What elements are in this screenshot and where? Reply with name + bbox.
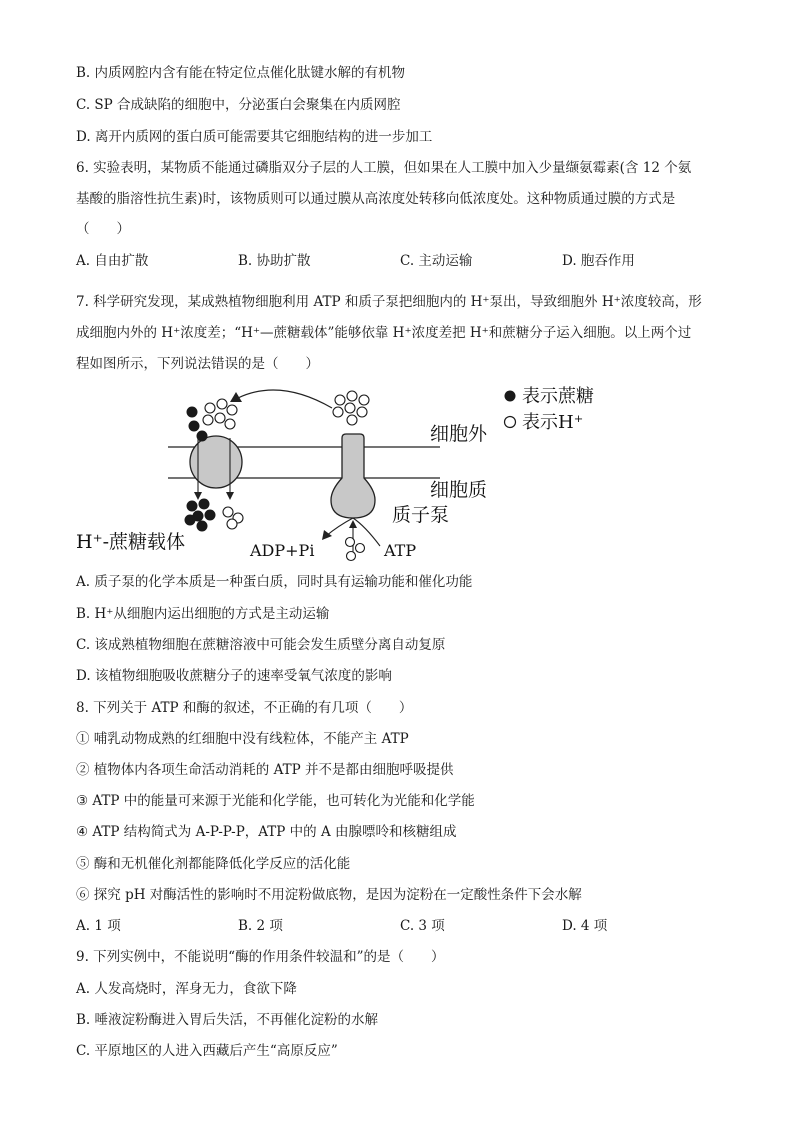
- hydrogen-ion: [333, 407, 343, 417]
- q9-option-c: C. 平原地区的人进入西藏后产生“高原反应”: [76, 1043, 338, 1059]
- q8-statement-4: ④ ATP 结构简式为 A-P-P-P，ATP 中的 A 由腺嘌呤和核糖组成: [76, 824, 457, 840]
- q8-statement-2: ② 植物体内各项生命活动消耗的 ATP 并不是都由细胞呼吸提供: [76, 762, 454, 778]
- legend-h-icon: [505, 417, 516, 428]
- arrow-head: [226, 492, 234, 500]
- adp-label: ADP+Pi: [250, 541, 315, 560]
- atp-label: ATP: [384, 541, 417, 560]
- q6-option-c: C. 主动运输: [400, 253, 473, 269]
- q8-statement-6: ⑥ 探究 pH 对酶活性的影响时不用淀粉做底物，是因为淀粉在一定酸性条件下会水解: [76, 887, 582, 903]
- q5-option-c: C. SP 合成缺陷的细胞中，分泌蛋白会聚集在内质网腔: [76, 97, 401, 113]
- legend-sucrose-label: 表示蔗糖: [522, 386, 594, 407]
- legend-h-label: 表示H⁺: [522, 412, 584, 433]
- atp-arrow: [353, 518, 380, 546]
- q6-stem-line-1: 6. 实验表明，某物质不能通过磷脂双分子层的人工膜，但如果在人工膜中加入少量缬氨霉素(含 12 个氨: [76, 160, 692, 176]
- hydrogen-ion: [227, 519, 237, 529]
- q8-stem: 8. 下列关于 ATP 和酶的叙述，不正确的有几项（ ）: [76, 700, 413, 716]
- sucrose-molecule: [199, 499, 209, 509]
- q7-stem-line-3: 程如图所示，下列说法错误的是（ ）: [76, 356, 319, 372]
- sucrose-molecule: [187, 501, 197, 511]
- sucrose-molecule: [185, 515, 195, 525]
- q8-option-b: B. 2 项: [238, 918, 283, 934]
- membrane-transport-diagram: [70, 378, 630, 568]
- q6-option-b: B. 协助扩散: [238, 253, 311, 269]
- hydrogen-ion: [345, 403, 355, 413]
- hydrogen-ion: [359, 395, 369, 405]
- hydrogen-ion: [225, 419, 235, 429]
- outside-label: 细胞外: [430, 423, 488, 445]
- q8-statement-5: ⑤ 酶和无机催化剂都能降低化学反应的活化能: [76, 856, 351, 872]
- q9-option-a: A. 人发高烧时，浑身无力，食欲下降: [76, 981, 297, 997]
- arrow-head: [194, 492, 202, 500]
- q8-option-a: A. 1 项: [76, 918, 121, 934]
- arrow-head: [349, 520, 357, 528]
- q8-statement-1: ① 哺乳动物成熟的红细胞中没有线粒体，不能产主 ATP: [76, 731, 409, 747]
- q9-option-b: B. 唾液淀粉酶进入胃后失活，不再催化淀粉的水解: [76, 1012, 379, 1028]
- hydrogen-ion: [347, 552, 356, 561]
- hydrogen-ion: [347, 391, 357, 401]
- sucrose-molecule: [197, 521, 207, 531]
- hydrogen-ion: [346, 538, 355, 547]
- hydrogen-ion: [215, 413, 225, 423]
- q7-option-d: D. 该植物细胞吸收蔗糖分子的速率受氧气浓度的影响: [76, 668, 392, 684]
- q7-option-a: A. 质子泵的化学本质是一种蛋白质，同时具有运输功能和催化功能: [76, 574, 473, 590]
- q5-option-d: D. 离开内质网的蛋白质可能需要其它细胞结构的进一步加工: [76, 129, 433, 145]
- q6-answer-blank: （ ）: [76, 221, 130, 237]
- q8-statement-3: ③ ATP 中的能量可来源于光能和化学能，也可转化为光能和化学能: [76, 793, 475, 809]
- hydrogen-ion: [205, 403, 215, 413]
- q8-option-d: D. 4 项: [562, 918, 608, 934]
- q6-option-d: D. 胞吞作用: [562, 253, 635, 269]
- q5-option-b: B. 内质网腔内含有能在特定位点催化肽键水解的有机物: [76, 65, 406, 81]
- hydrogen-ion: [223, 507, 233, 517]
- hydrogen-ion: [203, 415, 213, 425]
- q7-stem-line-2: 成细胞内外的 H⁺浓度差；“H⁺—蔗糖载体”能够依靠 H⁺浓度差把 H⁺和蔗糖分子运入细胞。以上两个过: [76, 325, 692, 341]
- hydrogen-ion: [217, 399, 227, 409]
- h-ion-flow-arrow: [238, 390, 332, 408]
- q8-option-c: C. 3 项: [400, 918, 445, 934]
- hydrogen-ion: [227, 405, 237, 415]
- sucrose-molecule: [205, 510, 215, 520]
- adp-arrow: [326, 518, 353, 536]
- q6-stem-line-2: 基酸的脂溶性抗生素)时，该物质则可以通过膜从高浓度处转移向低浓度处。这种物质通过膜的方式是: [76, 191, 676, 207]
- q6-option-a: A. 自由扩散: [76, 253, 149, 269]
- q9-stem: 9. 下列实例中，不能说明“酶的作用条件较温和”的是（ ）: [76, 949, 445, 965]
- hydrogen-ion: [347, 415, 357, 425]
- hydrogen-ion: [356, 544, 365, 553]
- cytoplasm-label: 细胞质: [430, 479, 488, 501]
- hydrogen-ion: [357, 407, 367, 417]
- legend-sucrose-icon: [505, 391, 516, 402]
- sucrose-molecule: [187, 407, 197, 417]
- hydrogen-ion: [335, 395, 345, 405]
- q7-option-c: C. 该成熟植物细胞在蔗糖溶液中可能会发生质壁分离自动复原: [76, 637, 446, 653]
- sucrose-molecule: [189, 421, 199, 431]
- carrier-label: H⁺-蔗糖载体: [76, 531, 186, 553]
- q7-option-b: B. H⁺从细胞内运出细胞的方式是主动运输: [76, 606, 330, 622]
- q7-stem-line-1: 7. 科学研究发现，某成熟植物细胞利用 ATP 和质子泵把细胞内的 H⁺泵出，导致细胞外 H⁺浓度较高，形: [76, 294, 702, 310]
- arrow-head: [322, 530, 332, 540]
- pump-label: 质子泵: [392, 504, 450, 526]
